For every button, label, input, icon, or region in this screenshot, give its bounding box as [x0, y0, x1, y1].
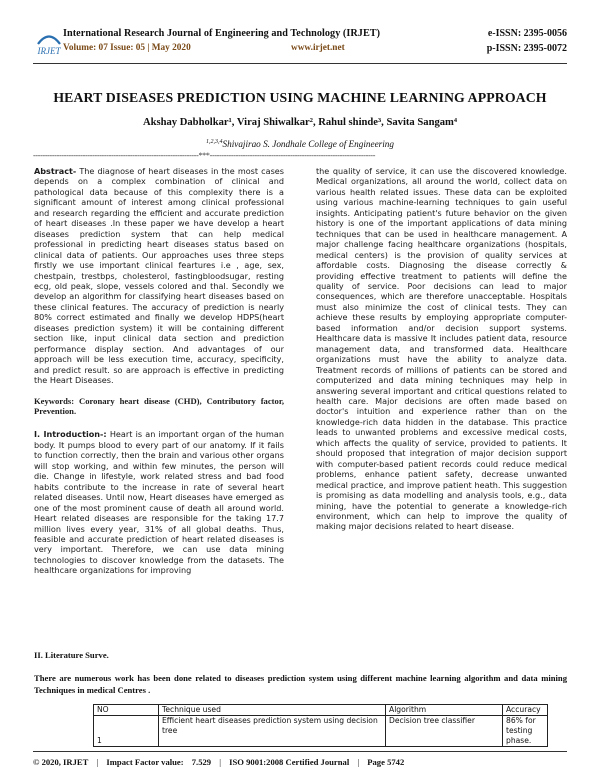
volume-issue: Volume: 07 Issue: 05 | May 2020: [63, 43, 191, 53]
author-list: Akshay Dabholkar¹, Viraj Shiwalkar², Rahul shinde³, Savita Sangam⁴: [142, 117, 458, 128]
introduction: I. Introduction-: Heart is an important organ of the human body. It pumps blood to every part of our anatomy. If it fails to function correctly, then the brain and various other organs will stop working, and within few minutes, the person will die. Change in lifestyle, work related stress and bad food habits contribute to the increase in rate of several heart related diseases. Until now, Heart diseases have emerged as one of the most prominent cause of death all around world. Heart related diseases are responsible for the taking 17.7 million lives every year, 31% of all global deaths. Thus, feasible and accurate prediction of heart related diseases is very important. Therefore, we can use data mining technologies to discover knowledge from the datasets. The healthcare organizations for improving: [34, 429, 284, 576]
journal-url[interactable]: www.irjet.net: [291, 43, 345, 53]
header-rule: [33, 63, 567, 64]
page-footer: © 2020, IRJET | Impact Factor value: 7.529 | ISO 9001:2008 Certified Journal | Page 5742: [33, 757, 405, 767]
right-column: [316, 166, 567, 532]
table-cell: 86% for testing phase.: [503, 716, 548, 747]
iso-certification: ISO 9001:2008 Certified Journal: [229, 757, 350, 767]
literature-table: [93, 704, 548, 747]
footer-rule: [33, 751, 567, 752]
introduction-continued: the quality of service, it can use the discovered knowledge. Medical organizations, all around the world, collect data on various health related issues. These data can be exploited using various machine-learning techniques to gain useful insights. Anticipating patient's future behavior on the given history is one of the important applications of data mining techniques that can be used in healthcare management. A major challenge facing healthcare organizations (hospitals, medical centers) is the provision of quality services at affordable costs. Diagnosing the disease correctly & providing effective treatment to patients will define the quality of service. Poor decisions can lead to major consequences, which are therefore unacceptable. Hospitals must also minimize the cost of clinical tests. They can achieve these results by employing appropriate computer-based information and/or decision support systems. Healthcare data is massive It includes patient data, resource management data, and transformed data. Healthcare organizations must have the ability to analyze data. Treatment records of millions of patients can be stored and computerized and data mining techniques may help in answering several important and critical questions related to health care. Major decisions are often made based on doctor's intuition and experience rather than on the knowledge-rich data hidden in the database. This practice leads to unwanted problems and excessive medical costs, which affects the quality of service, provided to patients. It should proposed that integration of major decision support with computer-based patient records could reduce medical problems, enhance patient safety, decrease unwanted medical practice, and improve patient heath. This suggestion is promising as data modelling and analysis tools, e.g., data mining, have the potential to generate a knowledge-rich environment, which can help to improve the quality of making major decisions related to heart disease.: [316, 166, 567, 532]
journal-name: International Research Journal of Engineering and Technology (IRJET): [63, 28, 381, 39]
section-heading-literature: II. Literature Surve.: [34, 650, 109, 660]
copyright: © 2020, IRJET: [33, 757, 89, 767]
table-cell: Efficient heart diseases prediction system using decision tree: [159, 716, 386, 747]
table-header-row: [94, 705, 548, 716]
table-row: [94, 716, 548, 747]
p-issn: p-ISSN: 2395-0072: [486, 43, 567, 54]
impact-factor-value: 7.529: [191, 757, 212, 767]
abstract-separator: ----------------------------------------------------------------------***----------------------------------------------------------------------: [33, 151, 376, 160]
table-header: NO: [94, 705, 159, 716]
e-issn: e-ISSN: 2395-0056: [487, 28, 567, 39]
svg-text:IRJET: IRJET: [37, 46, 61, 56]
left-column: [34, 166, 284, 576]
keywords: Keywords: Coronary heart disease (CHD), Contributory factor, Prevention.: [34, 395, 284, 416]
page-number: Page 5742: [367, 757, 405, 767]
table-header: Algorithm: [386, 705, 503, 716]
literature-intro: There are numerous work has been done related to diseases prediction system using different machine learning algorithm and data mining Techniques in medical Centres .: [34, 673, 567, 695]
table-cell: 1: [94, 716, 159, 747]
paper-title: HEART DISEASES PREDICTION USING MACHINE LEARNING APPROACH: [53, 90, 547, 105]
page-header: [0, 0, 600, 66]
abstract: Abstract- The diagnose of heart diseases in the most cases depends on a complex combination of clinical and pathological data because of this complexity there is a significant amount of interest among clinical professional and research regarding the efficient and accurate prediction of heart diseases .In these paper we have develop a heart diseases prediction system that can help medical professional in predicting heart diseases status based on clinical data of patients. Our approaches uses three steps firstly we use important clinical feartures i.e , age, sex, chestpain, trestbps, cholesterol, fastingbloodsugar, resting ecg, old peak, slope, vessels colored and thal. Secondly we develop an algorithm for classifying heart diseases based on these clinical features. The accuracy of prediction is nearly 80% correct estimated and finally we develop HDPS(heart diseases prediction system) it will be containing different section like, input clinical data section and prediction performance display section. And advantages of our approach will be less execution time, accuracy, specificity, and predict result. so are approach is effective in predicting the Heart Diseases.: [34, 166, 284, 386]
irjet-logo: [34, 29, 64, 57]
table-cell: Decision tree classifier: [386, 716, 503, 747]
table-header: Technique used: [159, 705, 386, 716]
table-header: Accuracy: [503, 705, 548, 716]
affiliation: $^{1,2,3,4}$Shivajirao S. Jondhale College of Engineering: [206, 139, 394, 150]
impact-factor-label: Impact Factor value:: [106, 757, 184, 767]
